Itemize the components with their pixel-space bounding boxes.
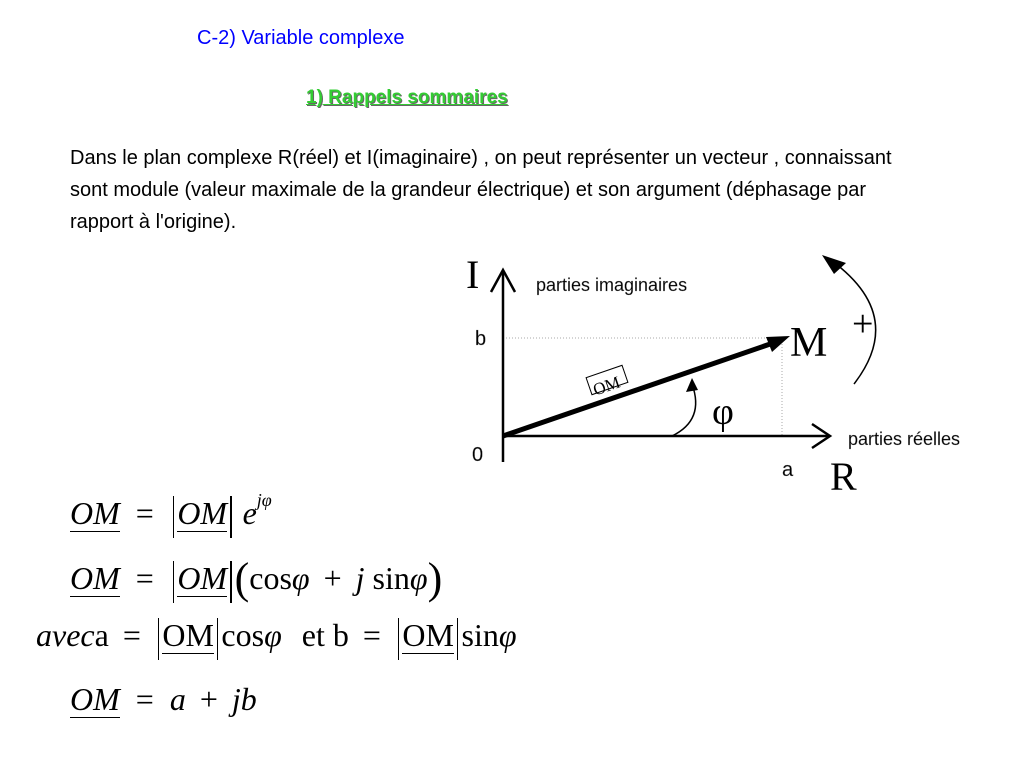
- f3-mod2: OM: [402, 617, 454, 653]
- vector-label: OM: [590, 372, 623, 400]
- f1-mod: OM: [177, 495, 228, 531]
- f2-eq: =: [135, 560, 154, 596]
- f4-plus: +: [199, 681, 218, 717]
- f3-bar1-right: [217, 618, 219, 660]
- f2-phi2: φ: [409, 560, 428, 596]
- angle-arc: [672, 384, 696, 436]
- section-title: C-2) Variable complexe: [197, 27, 405, 49]
- f3-cos: cos: [221, 617, 265, 653]
- angle-label: φ: [712, 391, 734, 433]
- f3-a: a: [94, 617, 109, 653]
- f4-eq: =: [135, 681, 154, 717]
- f1-base: e: [242, 495, 257, 531]
- rotation-sign: +: [852, 303, 874, 345]
- f1-eq: =: [135, 495, 154, 531]
- f1-bar-left: [173, 496, 175, 538]
- f1-bar-right: [230, 496, 232, 538]
- axis-imag-label: parties imaginaires: [536, 275, 688, 295]
- formula-exponential: [70, 490, 272, 538]
- intro-paragraph: Dans le plan complexe R(réel) et I(imaginaire) , on peut représenter un vecteur , connaissant sont module (valeur maximale de la grandeur électrique) et son argument (déphasage par rapport à l'origine).: [70, 147, 892, 233]
- a-label: a: [782, 459, 794, 481]
- f2-phi1: φ: [291, 560, 310, 596]
- axis-real-label: parties réelles: [848, 429, 961, 449]
- f2-j: j: [355, 560, 365, 596]
- f2-close: ): [427, 554, 443, 603]
- vector-om: [503, 342, 776, 436]
- b-label: b: [475, 328, 487, 350]
- f3-avec: avec: [36, 617, 95, 653]
- f3-eq2: =: [362, 617, 381, 653]
- f3-eq1: =: [122, 617, 141, 653]
- subsection-title: 1) Rappels sommaires: [306, 87, 508, 108]
- f3-sin: sin: [461, 617, 499, 653]
- f2-cos: cos: [249, 560, 292, 596]
- f3-et: et: [301, 617, 325, 653]
- f3-phi2: φ: [498, 617, 517, 653]
- f2-bar-left: [173, 561, 175, 603]
- f2-plus: +: [323, 560, 342, 596]
- f2-mod: OM: [177, 560, 228, 596]
- f2-sin: sin: [372, 560, 410, 596]
- f3-b: b: [332, 617, 349, 653]
- angle-arc-arrowhead: [686, 378, 698, 392]
- f2-bar-right: [230, 561, 232, 603]
- f4-jb: jb: [231, 681, 257, 717]
- f4-lhs: OM: [70, 681, 120, 717]
- f1-lhs: OM: [70, 495, 120, 531]
- f3-phi1: φ: [264, 617, 282, 653]
- axis-real-symbol: R: [830, 454, 857, 499]
- vector-om-arrowhead: [766, 336, 790, 352]
- f3-mod1: OM: [162, 617, 214, 653]
- f2-open: (: [234, 554, 250, 603]
- axis-imag-symbol: I: [466, 252, 480, 297]
- f3-bar2-right: [457, 618, 459, 660]
- f3-bar2-left: [398, 618, 400, 660]
- f4-a: a: [169, 681, 186, 717]
- f3-bar1-left: [158, 618, 160, 660]
- formula-trigonometric: [70, 553, 442, 604]
- point-label: M: [790, 320, 828, 366]
- f1-exp: jφ: [256, 490, 272, 510]
- origin-label: 0: [472, 444, 484, 466]
- formula-components: [36, 617, 517, 660]
- f2-lhs: OM: [70, 560, 120, 596]
- formula-algebraic: [70, 681, 257, 718]
- rotation-arrowhead: [822, 255, 846, 274]
